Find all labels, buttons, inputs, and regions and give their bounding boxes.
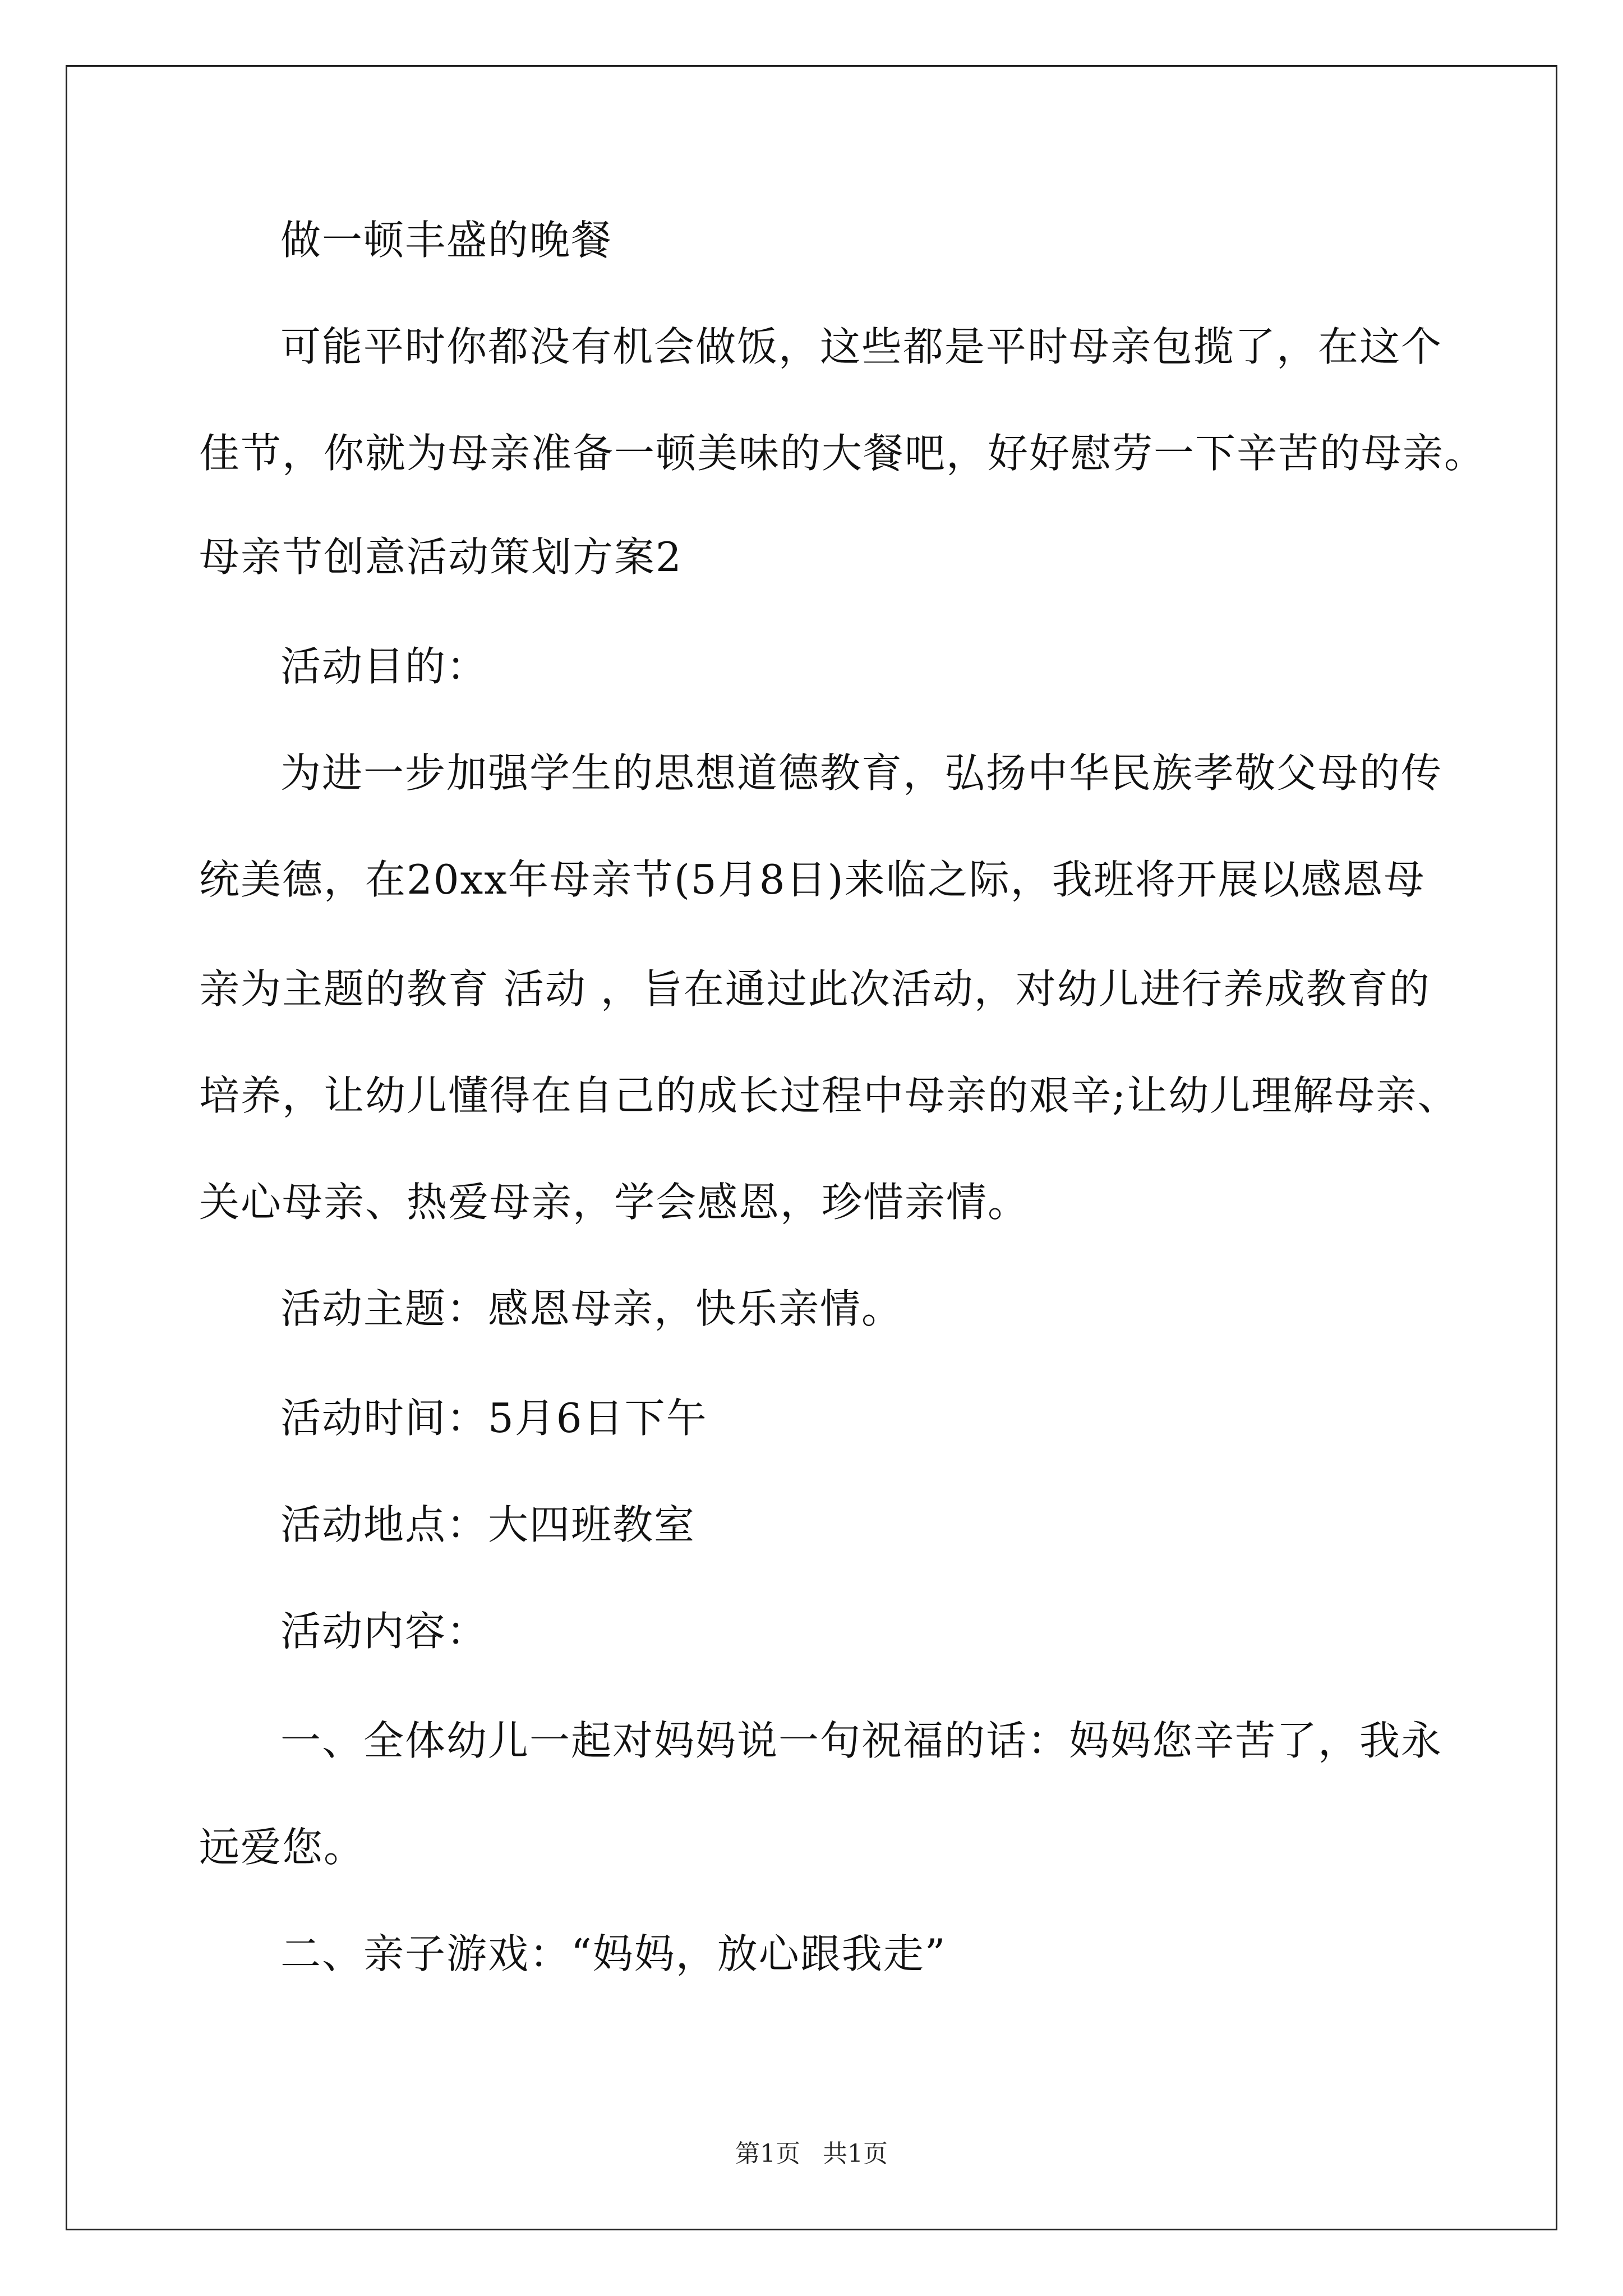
paragraph-line: 远爱您。 [199, 1824, 366, 1871]
paragraph-line: 佳节，你就为母亲准备一顿美味的大餐吧，好好慰劳一下辛苦的母亲。 [199, 430, 1486, 477]
paragraph-line: 可能平时你都没有机会做饭，这些都是平时母亲包揽了，在这个 [280, 323, 1443, 370]
paragraph-line: 二、亲子游戏：“妈妈，放心跟我走” [280, 1930, 947, 1977]
paragraph-line: 活动主题：感恩母亲，快乐亲情。 [280, 1285, 903, 1332]
paragraph-line: 一、全体幼儿一起对妈妈说一句祝福的话：妈妈您辛苦了，我永 [280, 1717, 1443, 1764]
paragraph-line: 活动时间：5月6日下午 [280, 1395, 708, 1442]
paragraph-line: 统美德，在20xx年母亲节(5月8日)来临之际，我班将开展以感恩母 [199, 856, 1426, 903]
paragraph-line: 活动目的： [280, 643, 488, 690]
page-number-total: 共1页 [823, 2139, 888, 2168]
section-heading: 母亲节创意活动策划方案2 [199, 533, 683, 581]
paragraph-line: 活动内容： [280, 1608, 488, 1655]
page-border [66, 65, 1557, 2230]
paragraph-line: 亲为主题的教育 活动 ，旨在通过此次活动，对幼儿进行养成教育的 [199, 965, 1431, 1013]
page-number-current: 第1页 [735, 2139, 800, 2168]
paragraph-line: 做一顿丰盛的晚餐 [280, 217, 613, 264]
page-footer [0, 2137, 1623, 2171]
paragraph-line: 培养，让幼儿懂得在自己的成长过程中母亲的艰辛;让幼儿理解母亲、 [199, 1072, 1459, 1119]
paragraph-line: 活动地点：大四班教室 [280, 1501, 696, 1548]
paragraph-line: 关心母亲、热爱母亲，学会感恩，珍惜亲情。 [199, 1179, 1030, 1226]
paragraph-line: 为进一步加强学生的思想道德教育，弘扬中华民族孝敬父母的传 [280, 749, 1443, 797]
